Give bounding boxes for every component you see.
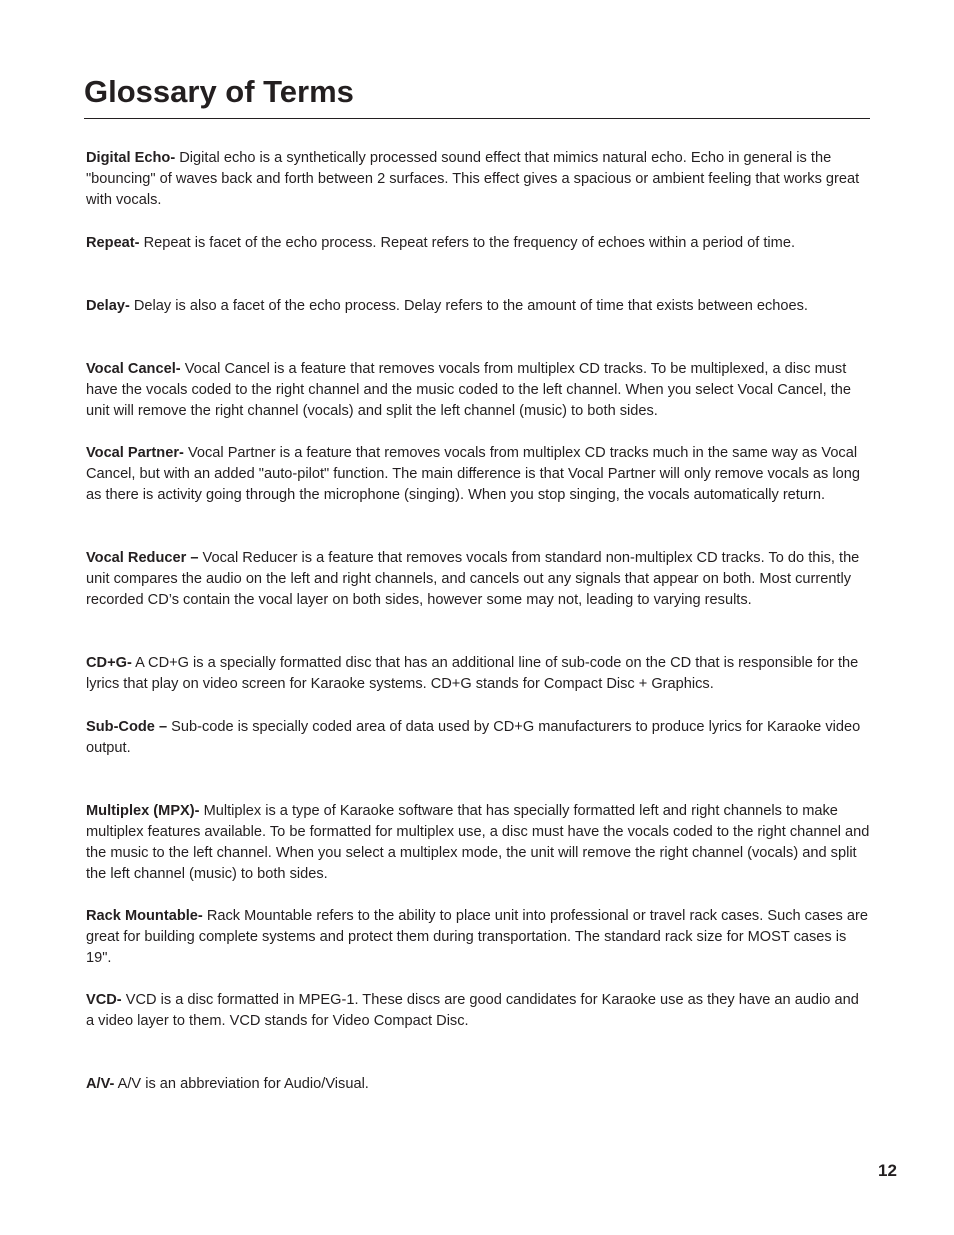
glossary-definition: Digital echo is a synthetically processed sound effect that mimics natural echo. Echo in general is the "bouncing" of waves back and forth between 2 surfaces. This effect gives a spacious or ambient feeling that works great with vocals. bbox=[86, 150, 860, 208]
glossary-definition: Delay is also a facet of the echo process. Delay refers to the amount of time that exists between echoes. bbox=[133, 298, 808, 314]
glossary-definition: Sub-code is specially coded area of data used by CD+G manufacturers to produce lyrics for Karaoke video output. bbox=[86, 719, 861, 756]
glossary-entry-repeat bbox=[86, 233, 870, 254]
glossary-definition: Repeat is facet of the echo process. Repeat refers to the frequency of echoes within a period of time. bbox=[143, 235, 796, 251]
title-divider bbox=[84, 118, 870, 119]
glossary-definition: Vocal Partner is a feature that removes vocals from multiplex CD tracks much in the same way as Vocal Cancel, but with an added "auto-pilot" function. The main difference is that Vocal Partner will only remove vocals as long as there is activity going through the microphone (singing). When you stop singing, the vocals automatically return. bbox=[86, 445, 860, 503]
glossary-term: CD+G- bbox=[86, 655, 132, 671]
glossary-term: Vocal Reducer – bbox=[86, 550, 199, 566]
glossary-definition: A/V is an abbreviation for Audio/Visual. bbox=[117, 1076, 369, 1092]
glossary-term: Repeat- bbox=[86, 235, 140, 251]
glossary-entry-multiplex bbox=[86, 801, 870, 885]
glossary-entry-digital-echo bbox=[86, 148, 870, 211]
glossary-definition: VCD is a disc formatted in MPEG-1. These discs are good candidates for Karaoke use as they have an audio and a video layer to them. VCD stands for Video Compact Disc. bbox=[86, 992, 859, 1029]
glossary-entry-vocal-cancel bbox=[86, 359, 870, 422]
glossary-term: Vocal Partner- bbox=[86, 445, 184, 461]
glossary-entry-delay bbox=[86, 296, 870, 317]
glossary-term: Digital Echo- bbox=[86, 150, 176, 166]
glossary-entry-av bbox=[86, 1074, 870, 1095]
glossary-entry-rack-mountable bbox=[86, 906, 870, 969]
glossary-term: A/V- bbox=[86, 1076, 115, 1092]
glossary-entry-vocal-reducer bbox=[86, 548, 870, 611]
glossary-entry-cd-g bbox=[86, 653, 870, 695]
glossary-term: Multiplex (MPX)- bbox=[86, 803, 200, 819]
glossary-entry-vocal-partner bbox=[86, 443, 870, 506]
glossary-term: Vocal Cancel- bbox=[86, 361, 181, 377]
glossary-term: Delay- bbox=[86, 298, 130, 314]
page-title: Glossary of Terms bbox=[84, 74, 354, 109]
glossary-term: VCD- bbox=[86, 992, 122, 1008]
glossary-definition: Vocal Cancel is a feature that removes vocals from multiplex CD tracks. To be multiplexed, a disc must have the vocals coded to the right channel and the music coded to the left channel. When you select Vocal Cancel, the unit will remove the right channel (vocals) and split the left channel (music) to both sides. bbox=[86, 361, 852, 419]
glossary-entry-sub-code bbox=[86, 717, 870, 759]
glossary-definition: Rack Mountable refers to the ability to place unit into professional or travel rack cases. Such cases are great for building complete systems and protect them during transportation. The standard rack size for MOST cases is 19". bbox=[86, 908, 868, 966]
glossary-definition: Vocal Reducer is a feature that removes vocals from standard non-multiplex CD tracks. To do this, the unit compares the audio on the left and right channels, and cancels out any signals that appear on both. Most currently recorded CD’s contain the vocal layer on both sides, however some may not, leading to varying results. bbox=[86, 550, 860, 608]
glossary-definition: A CD+G is a specially formatted disc that has an additional line of sub-code on the CD that is responsible for the lyrics that play on video screen for Karaoke systems. CD+G stands for Compact Disc + Graphics. bbox=[86, 655, 859, 692]
glossary-entry-vcd bbox=[86, 990, 870, 1032]
glossary-term: Sub-Code – bbox=[86, 719, 168, 735]
glossary-term: Rack Mountable- bbox=[86, 908, 203, 924]
glossary-definition: Multiplex is a type of Karaoke software that has specially formatted left and right channels to make multiplex features available. To be formatted for multiplex use, a disc must have the vocals coded to the right channel and the music to the left channel. When you select a multiplex mode, the unit will remove the right channel (vocals) and split the left channel (music) to both sides. bbox=[86, 803, 870, 882]
page-number: 12 bbox=[878, 1161, 897, 1180]
